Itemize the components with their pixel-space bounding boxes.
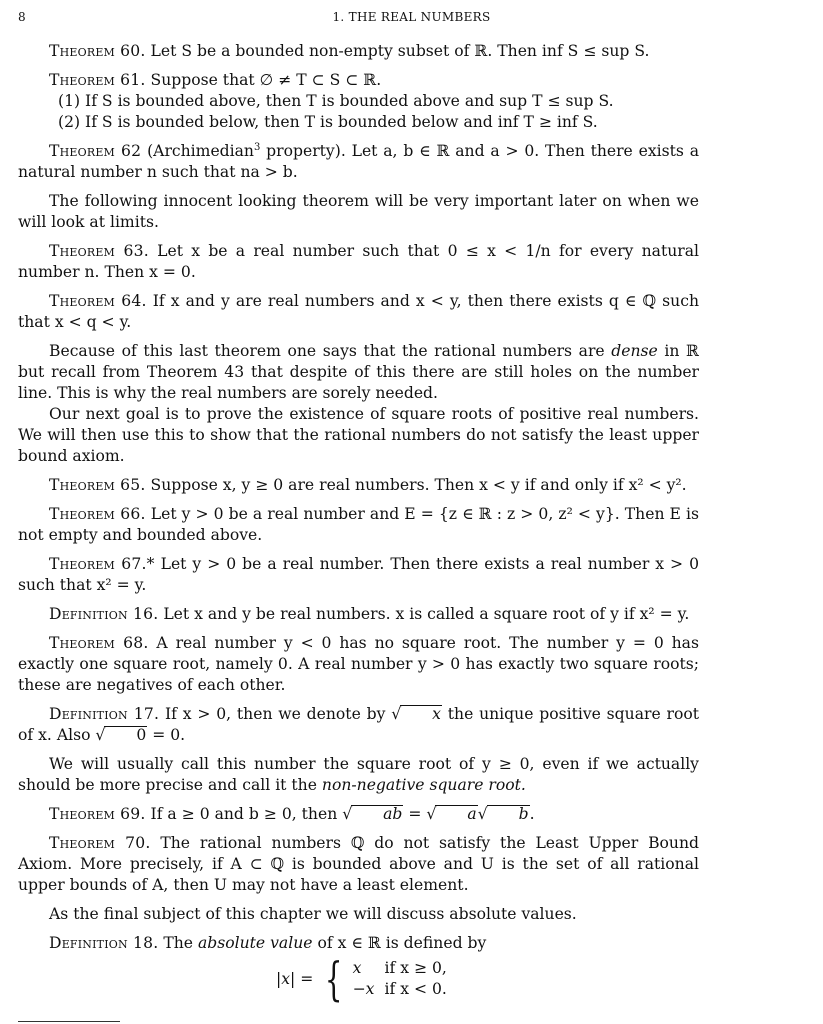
text-span: We will usually call this number the square root of y ≥ 0, even if we actually should be more precise and call it the — [18, 755, 699, 794]
definition-18 — [18, 933, 699, 954]
sqrt-symbol: √ — [342, 805, 353, 823]
paragraph-absolute-values: As the final subject of this chapter we will discuss absolute values. — [49, 905, 577, 923]
sqrt-symbol: √ — [95, 726, 106, 744]
page-header — [0, 7, 823, 27]
period: . — [529, 805, 535, 823]
theorem-label: Theorem 60. — [49, 42, 146, 60]
footnote-rule — [18, 1021, 120, 1022]
sqrt-symbol: √ — [477, 805, 488, 823]
text-span: The — [158, 934, 198, 952]
list-item: (2) If S is bounded below, then T is bounded below and inf T ≥ inf S. — [58, 113, 598, 131]
absolute-value-formula — [276, 952, 699, 1006]
page-number: 8 — [18, 10, 26, 24]
radicand: 0 — [104, 726, 147, 744]
theorem-label: Theorem 69. — [49, 805, 146, 823]
theorem-label: Theorem 70. — [49, 834, 151, 852]
definition-label: Definition 17. — [49, 705, 160, 723]
theorem-text: Let x be a real number such that 0 ≤ x < 1/n for every natural number n. Then x = 0. — [18, 242, 699, 281]
paragraph-non-negative — [18, 754, 699, 796]
theorem-text: If a ≥ 0 and b ≥ 0, then — [145, 805, 343, 823]
radicand: ab — [351, 805, 403, 823]
case-value: −x — [352, 980, 375, 998]
left-brace: { — [325, 952, 343, 1006]
theorem-64 — [18, 291, 699, 333]
emphasis: dense — [611, 342, 658, 360]
text-span: Because of this last theorem one says that the rational numbers are — [49, 342, 612, 360]
theorem-text: Suppose x, y ≥ 0 are real numbers. Then x < y if and only if x² < y². — [145, 476, 687, 494]
theorem-65 — [18, 475, 699, 496]
footnote-mark: 3 — [253, 141, 261, 153]
definition-label: Definition 16. — [49, 605, 159, 623]
theorem-label: Theorem 63. — [49, 242, 149, 260]
theorem-text: Suppose that ∅ ≠ T ⊂ S ⊂ ℝ. — [145, 71, 382, 89]
definition-label: Definition 18. — [49, 934, 159, 952]
paragraph-square-roots: Our next goal is to prove the existence of square roots of positive real numbers. We will then use this to show that the rational numbers do not satisfy the least upper bound axiom. — [18, 405, 699, 465]
sqrt-symbol: √ — [391, 705, 402, 723]
radicand: b — [487, 805, 530, 823]
paragraph-limits: The following innocent looking theorem will be very important later on when we will look at limits. — [18, 192, 699, 231]
theorem-label: Theorem 62 — [49, 142, 142, 160]
page-body — [18, 41, 700, 1006]
theorem-text: Let y > 0 be a real number. Then there exists a real number x > 0 such that x² = y. — [18, 555, 700, 594]
theorem-label: Theorem 67.* — [49, 555, 155, 573]
theorem-60 — [18, 41, 699, 62]
radicand: a — [435, 805, 477, 823]
theorem-61 — [18, 70, 699, 91]
running-title: 1. THE REAL NUMBERS — [332, 10, 491, 24]
equals: = — [403, 805, 427, 823]
theorem-61-items — [58, 91, 699, 133]
theorem-63 — [18, 241, 699, 283]
list-item: (1) If S is bounded above, then T is bounded above and sup T ≤ sup S. — [58, 92, 614, 110]
theorem-label: Theorem 64. — [49, 292, 147, 310]
sqrt-symbol: √ — [426, 805, 437, 823]
text-span: of x ∈ ℝ is defined by — [312, 934, 487, 952]
case-condition: if x ≥ 0, — [384, 959, 447, 977]
theorem-text: Let S be a bounded non-empty subset of ℝ. Then inf S ≤ sup S. — [145, 42, 650, 60]
theorem-69 — [18, 804, 699, 825]
theorem-62 — [18, 141, 699, 183]
theorem-text: A real number y < 0 has no square root. The number y = 0 has exactly one square root, namely 0. A real number y > 0 has exactly two square roots; these are negatives of each other. — [18, 634, 699, 694]
emphasis: non-negative square root. — [321, 776, 526, 794]
formula-lhs: |x| = — [276, 969, 314, 988]
theorem-text: The rational numbers ℚ do not satisfy the Least Upper Bound Axiom. More precisely, if A ⊂ ℚ is bounded above and U is the set of all rational upper bounds of A, then U may not have a least element. — [18, 834, 700, 894]
definition-text: Let x and y be real numbers. x is called a square root of y if x² = y. — [158, 605, 690, 623]
definition-text: the unique positive square root of x. Also — [18, 705, 699, 744]
theorem-text: If x and y are real numbers and x < y, then there exists q ∈ ℚ such that x < q < y. — [18, 292, 699, 331]
theorem-68 — [18, 633, 699, 696]
theorem-label: Theorem 61. — [49, 71, 146, 89]
text-span: in ℝ but recall from Theorem 43 that despite of this there are still holes on the number line. This is why the real numbers are sorely needed. — [18, 342, 699, 402]
theorem-text: Let y > 0 be a real number and E = {z ∈ ℝ : z > 0, z² < y}. Then E is not empty and bounded above. — [18, 505, 699, 544]
definition-16 — [18, 604, 699, 625]
theorem-label: Theorem 65. — [49, 476, 146, 494]
theorem-66 — [18, 504, 699, 546]
case-condition: if x < 0. — [384, 980, 447, 998]
case-value: x — [352, 959, 362, 977]
definition-text: If x > 0, then we denote by — [159, 705, 392, 723]
theorem-paren: (Archimedian — [141, 142, 254, 160]
radicand: x — [400, 705, 442, 723]
definition-text: = 0. — [147, 726, 186, 744]
case-row — [351, 979, 455, 1000]
theorem-label: Theorem 66. — [49, 505, 146, 523]
theorem-label: Theorem 68. — [49, 634, 149, 652]
emphasis: absolute value — [197, 934, 313, 952]
cases-table — [351, 958, 455, 1000]
definition-17 — [18, 704, 699, 746]
case-row — [351, 958, 455, 979]
theorem-70 — [18, 833, 699, 896]
theorem-67 — [18, 554, 699, 596]
paragraph-dense — [18, 341, 699, 404]
theorem-text: property). Let a, b ∈ ℝ and a > 0. Then there exists a natural number n such that na > b. — [18, 142, 699, 181]
